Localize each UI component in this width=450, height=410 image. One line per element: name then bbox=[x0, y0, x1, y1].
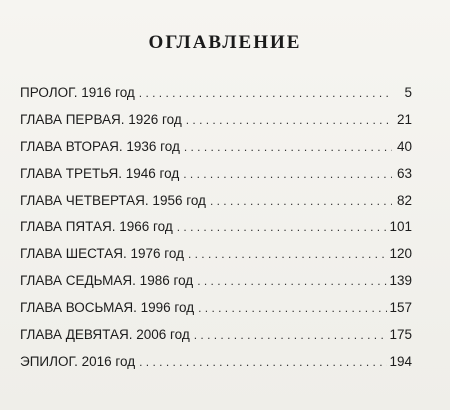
toc-entry-prologue bbox=[20, 85, 412, 112]
toc-entry-chapter-7 bbox=[20, 273, 412, 300]
toc-entry-page: 175 bbox=[389, 327, 412, 343]
toc-entry-chapter-2 bbox=[20, 139, 412, 166]
toc-entry-page: 157 bbox=[389, 300, 412, 316]
dot-leader bbox=[184, 112, 392, 128]
toc-entry-page: 82 bbox=[396, 192, 412, 208]
toc-entry-page: 5 bbox=[404, 85, 412, 100]
table-of-contents bbox=[20, 85, 412, 381]
toc-entry-page: 120 bbox=[389, 246, 412, 262]
toc-entry-page: 63 bbox=[396, 165, 412, 181]
dot-leader bbox=[182, 139, 392, 155]
toc-entry-label: ГЛАВА ТРЕТЬЯ. 1946 год bbox=[20, 165, 180, 181]
toc-entry-page: 21 bbox=[396, 111, 412, 127]
toc-entry-page: 101 bbox=[389, 219, 412, 235]
dot-leader bbox=[195, 273, 387, 289]
dot-leader bbox=[175, 219, 388, 235]
toc-entry-label: ПРОЛОГ. 1916 год bbox=[20, 85, 135, 100]
toc-entry-epilogue bbox=[20, 354, 412, 381]
toc-entry-chapter-9 bbox=[20, 327, 412, 354]
toc-entry-page: 40 bbox=[396, 138, 412, 154]
toc-entry-chapter-1 bbox=[20, 112, 412, 139]
toc-entry-label: ГЛАВА СЕДЬМАЯ. 1986 год bbox=[20, 273, 194, 289]
toc-entry-label: ГЛАВА ДЕВЯТАЯ. 2006 год bbox=[20, 327, 190, 343]
toc-entry-label: ГЛАВА ПЕРВАЯ. 1926 год bbox=[20, 111, 182, 127]
toc-entry-page: 194 bbox=[389, 353, 412, 369]
toc-entry-label: ГЛАВА ВОСЬМАЯ. 1996 год bbox=[20, 300, 195, 316]
page-title: ОГЛАВЛЕНИЕ bbox=[148, 32, 302, 53]
toc-entry-page: 139 bbox=[389, 273, 412, 289]
dot-leader bbox=[196, 300, 387, 316]
toc-entry-chapter-5 bbox=[20, 219, 412, 246]
dot-leader bbox=[186, 246, 388, 262]
toc-entry-chapter-6 bbox=[20, 246, 412, 273]
dot-leader bbox=[208, 193, 392, 209]
toc-entry-chapter-3 bbox=[20, 166, 412, 193]
toc-entry-label: ЭПИЛОГ. 2016 год bbox=[20, 353, 136, 369]
dot-leader bbox=[181, 166, 392, 182]
dot-leader bbox=[137, 354, 387, 370]
toc-entry-chapter-4 bbox=[20, 193, 412, 220]
dot-leader bbox=[137, 85, 392, 101]
toc-entry-chapter-8 bbox=[20, 300, 412, 327]
toc-entry-label: ГЛАВА ЧЕТВЕРТАЯ. 1956 год bbox=[20, 192, 206, 208]
toc-entry-label: ГЛАВА ВТОРАЯ. 1936 год bbox=[20, 138, 180, 154]
toc-entry-label: ГЛАВА ШЕСТАЯ. 1976 год bbox=[20, 246, 184, 262]
dot-leader bbox=[192, 327, 388, 343]
toc-entry-label: ГЛАВА ПЯТАЯ. 1966 год bbox=[20, 219, 173, 235]
